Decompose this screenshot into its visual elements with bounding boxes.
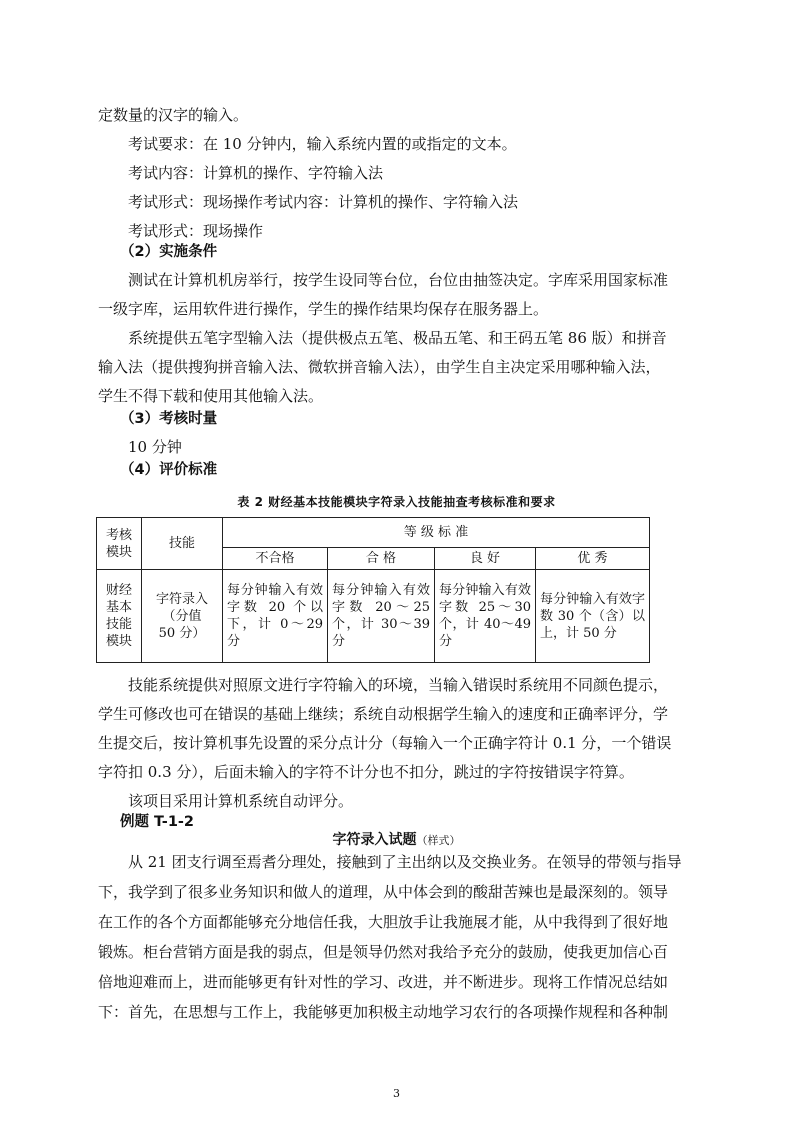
section-heading-4: （4）评价标准 [120, 462, 218, 478]
after-line-2: 学生可修改也可在错误的基础上继续；系统自动根据学生输入的速度和正确率评分，学 [98, 705, 669, 723]
header-grade: 等 级 标 准 [223, 518, 650, 548]
grade-good: 良 好 [435, 548, 536, 570]
after-line-3: 生提交后，按计算机事先设置的采分点计分（每输入一个正确字符计 0.1 分，一个错误 [98, 734, 672, 752]
after-line-5: 该项目采用计算机系统自动评分。 [128, 792, 354, 810]
section-heading-3: （3）考核时量 [120, 411, 218, 427]
time-value: 10 分钟 [128, 438, 182, 456]
header-module: 考核 模块 [97, 518, 142, 570]
para-2-line-1: 系统提供五笔字型输入法（提供极点五笔、极品五笔、和王码五笔 86 版）和拼音 [128, 329, 667, 347]
sample-title: 字符录入试题（样式） [332, 832, 461, 848]
table-caption: 表 2 财经基本技能模块字符录入技能抽查考核标准和要求 [237, 495, 556, 509]
grade-fail: 不合格 [223, 548, 328, 570]
grade-excellent: 优 秀 [536, 548, 650, 570]
cell-pass: 每分钟输入有效字数 20～25 个，计 30～39 分 [328, 570, 435, 663]
para-1-line-2: 一级字库，运用软件进行操作，学生的操作结果均保存在服务器上。 [98, 300, 549, 318]
after-line-4: 字符扣 0.3 分），后面未输入的字符不计分也不扣分，跳过的字符按错误字符算。 [98, 763, 634, 781]
exam-form-2: 考试形式：现场操作 [128, 222, 264, 240]
sample-line-5: 倍地迎难而上，进而能够更有针对性的学习、改进，并不断进步。现将工作情况总结如 [98, 973, 669, 991]
exam-form-1: 考试形式：现场操作考试内容：计算机的操作、字符输入法 [128, 193, 519, 211]
para-2-line-3: 学生不得下载和使用其他输入法。 [98, 387, 324, 405]
sample-line-3: 在工作的各个方面都能够充分地信任我，大胆放手让我施展才能，从中我得到了很好地 [98, 913, 669, 931]
line-1: 定数量的汉字的输入。 [98, 106, 249, 124]
cell-fail: 每分钟输入有效字数 20 个以下，计 0～29 分 [223, 570, 328, 663]
para-1-line-1: 测试在计算机机房举行，按学生设同等台位，台位由抽签决定。字库采用国家标准 [128, 271, 669, 289]
cell-module: 财经 基本 技能 模块 [97, 570, 142, 663]
sample-line-6: 下：首先，在思想与工作上，我能够更加积极主动地学习农行的各项操作规程和各种制 [98, 1003, 669, 1021]
sample-note: （样式） [416, 834, 461, 847]
standards-table [96, 517, 650, 663]
page-number: 3 [393, 1087, 400, 1100]
header-skill: 技能 [142, 518, 223, 570]
para-2-line-2: 输入法（提供搜狗拼音输入法、微软拼音输入法），由学生自主决定采用哪种输入法， [98, 358, 661, 376]
exam-requirement: 考试要求：在 10 分钟内，输入系统内置的或指定的文本。 [128, 135, 517, 153]
sample-line-2: 下，我学到了很多业务知识和做人的道理，从中体会到的酸甜苦辣也是最深刻的。领导 [98, 883, 669, 901]
sample-line-4: 锻炼。柜台营销方面是我的弱点，但是领导仍然对我给予充分的鼓励，使我更加信心百 [98, 943, 669, 961]
cell-skill: 字符录入 （分值 50 分） [142, 570, 223, 663]
example-heading: 例题 T-1-2 [120, 814, 195, 830]
cell-good: 每分钟输入有效字数 25～30 个，计 40～49 分 [435, 570, 536, 663]
grade-pass: 合 格 [328, 548, 435, 570]
exam-content: 考试内容：计算机的操作、字符输入法 [128, 164, 384, 182]
after-line-1: 技能系统提供对照原文进行字符输入的环境，当输入错误时系统用不同颜色提示， [128, 676, 669, 694]
cell-excellent: 每分钟输入有效字数 30 个（含）以上，计 50 分 [536, 570, 650, 663]
sample-line-1: 从 21 团支行调至焉耆分理处，接触到了主出纳以及交换业务。在领导的带领与指导 [128, 853, 682, 871]
section-heading-2: （2）实施条件 [120, 244, 218, 260]
